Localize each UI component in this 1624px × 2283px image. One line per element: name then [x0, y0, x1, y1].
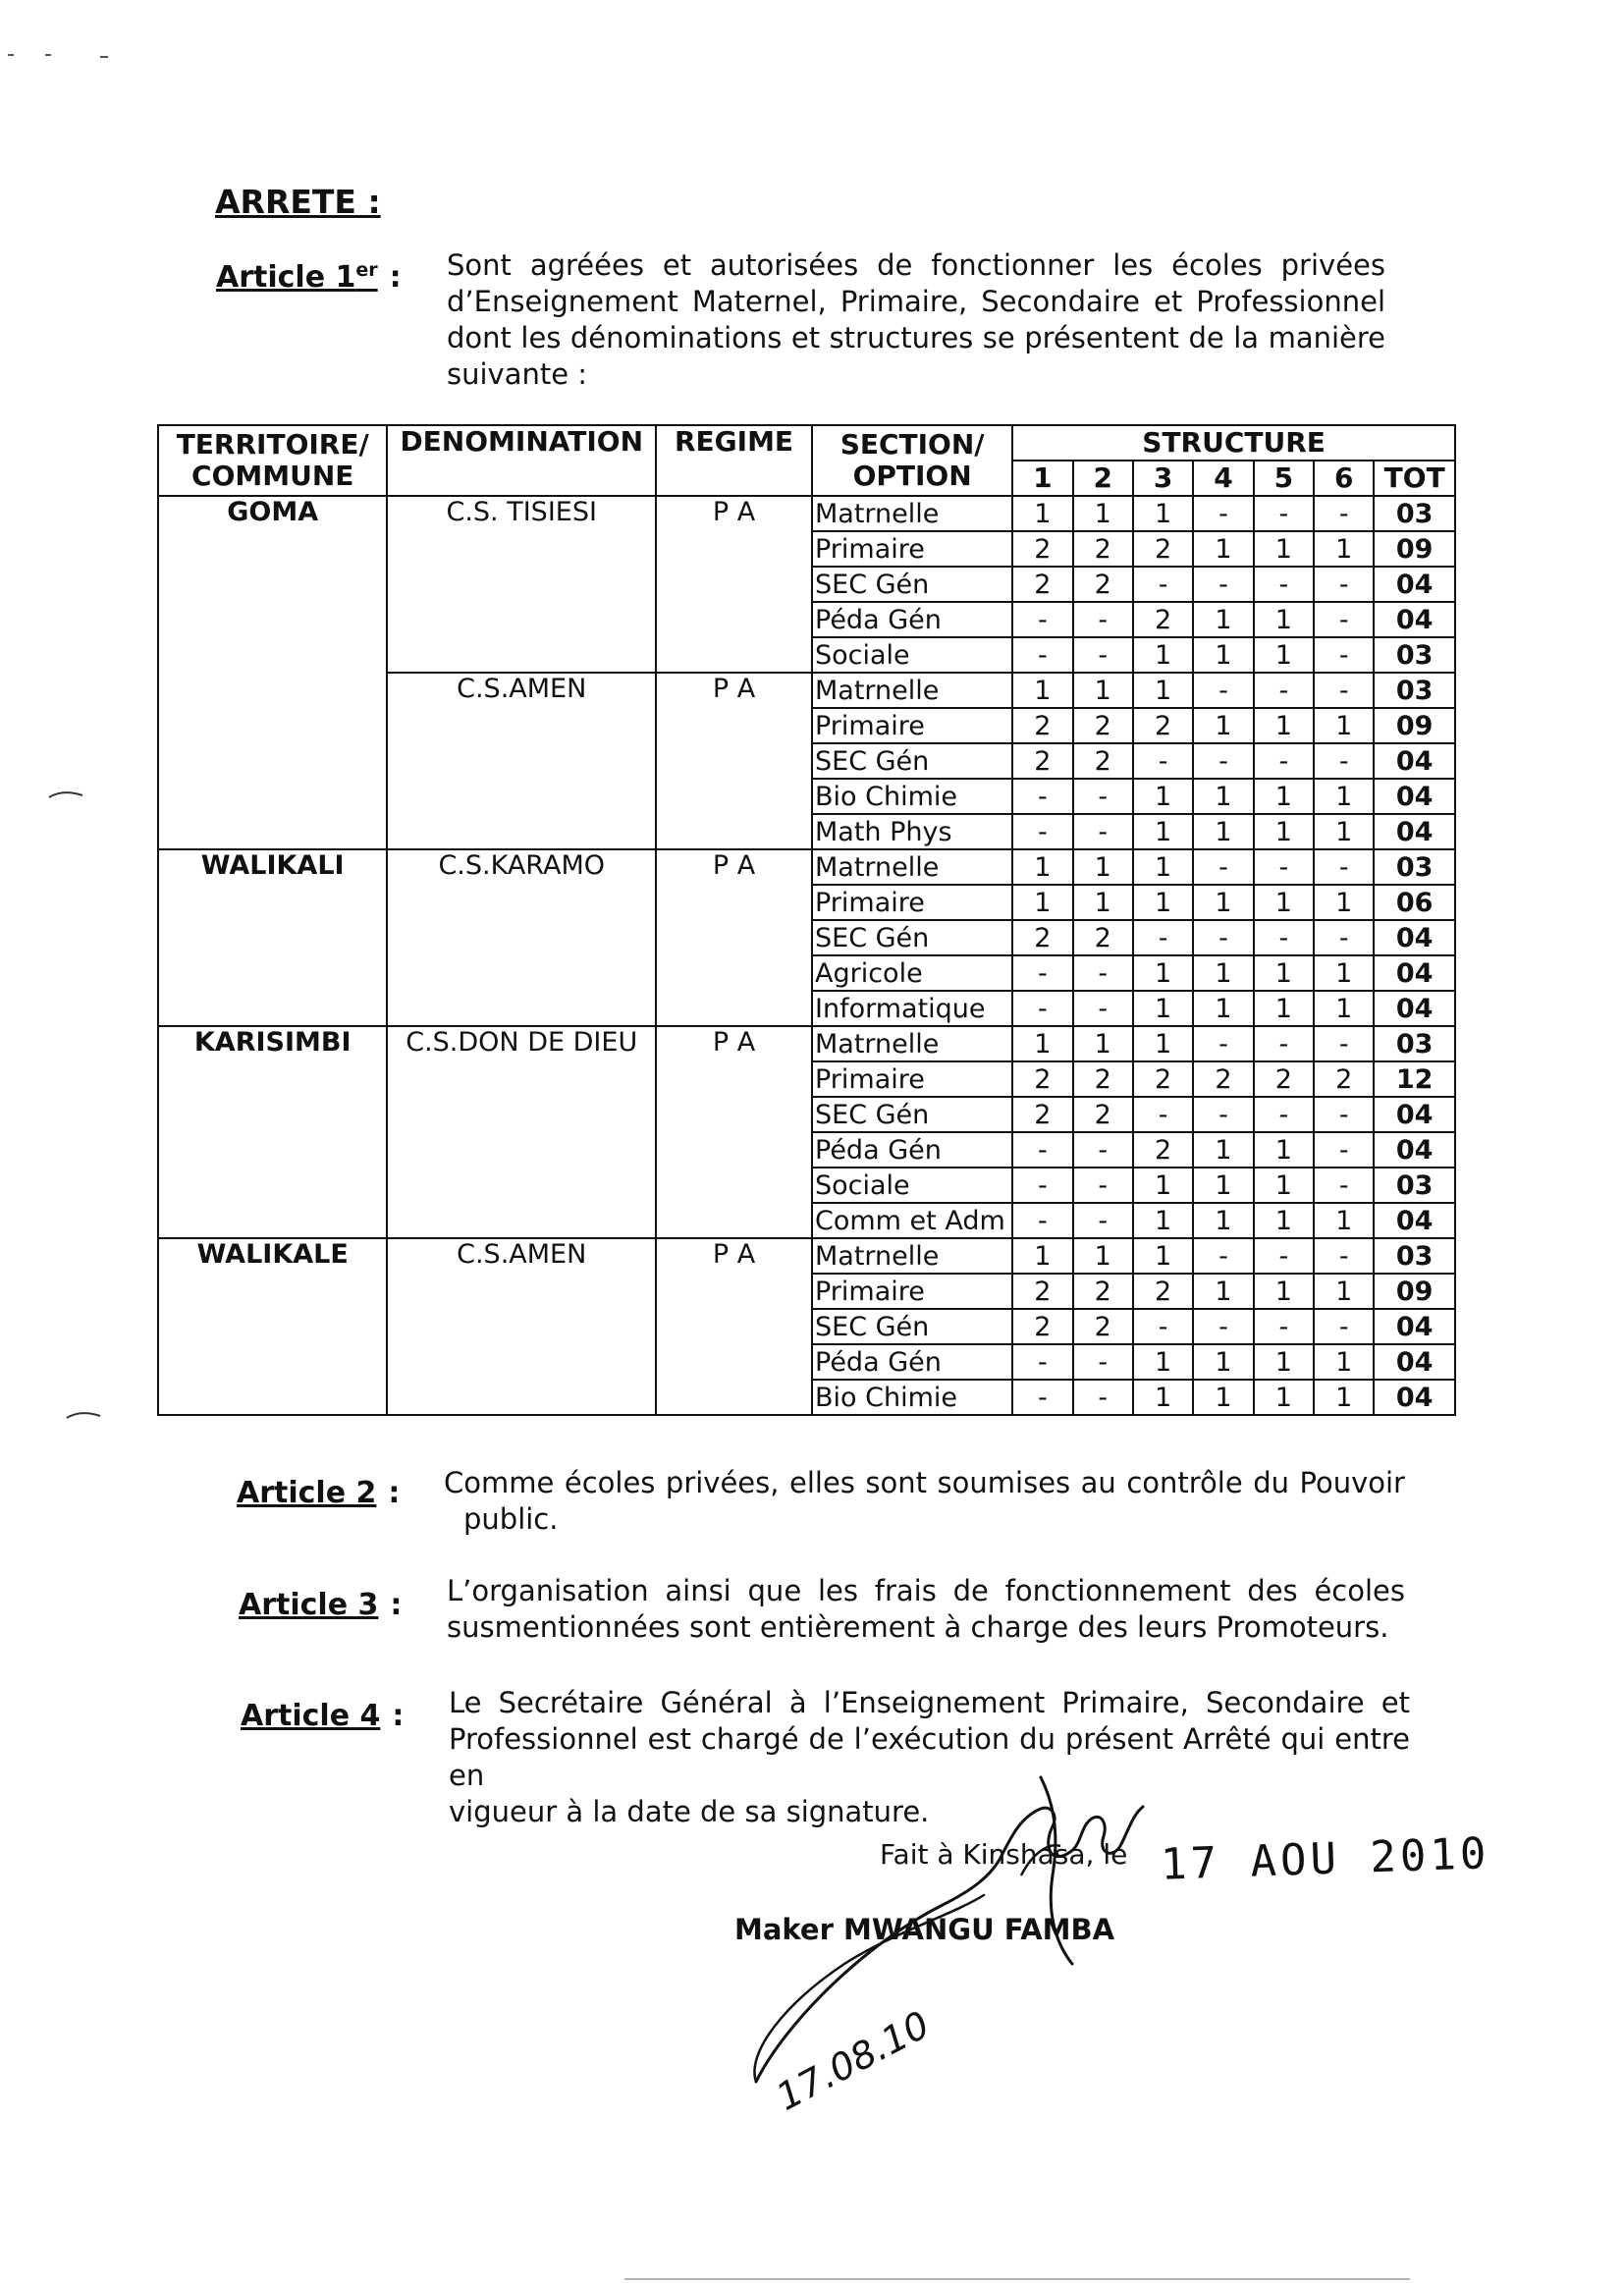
- structure-cell-year-6: -: [1314, 1238, 1374, 1274]
- structure-cell-year-3: 1: [1133, 779, 1193, 814]
- article-3-text: L’organisation ainsi que les frais de fonctionnement des écoles susmentionnées sont entièrement à charge des leurs Promoteurs.: [447, 1574, 1405, 1644]
- structure-cell-year-1: 1: [1012, 673, 1072, 708]
- structure-cell-year-4: 2: [1193, 1061, 1253, 1097]
- structure-cell-year-5: 1: [1254, 708, 1314, 743]
- structure-cell-year-5: 1: [1254, 602, 1314, 637]
- structure-cell-year-5: 1: [1254, 1168, 1314, 1203]
- structure-cell-year-1: 2: [1012, 1274, 1072, 1309]
- structure-cell-year-1: -: [1012, 779, 1072, 814]
- structure-cell-year-1: 2: [1012, 567, 1072, 602]
- structure-cell-year-3: -: [1133, 743, 1193, 779]
- section-option-cell: Matrnelle: [812, 673, 1012, 708]
- denomination-cell: C.S.AMEN: [387, 673, 656, 849]
- structure-cell-year-6: -: [1314, 1168, 1374, 1203]
- structure-cell-year-6: -: [1314, 673, 1374, 708]
- territory-cell: GOMA: [158, 496, 387, 849]
- section-option-cell: Primaire: [812, 531, 1012, 567]
- structure-cell-year-4: 1: [1193, 531, 1253, 567]
- structure-cell-year-6: -: [1314, 1026, 1374, 1061]
- structure-cell-year-2: -: [1073, 602, 1133, 637]
- structure-cell-year-5: 1: [1254, 1274, 1314, 1309]
- section-option-cell: Péda Gén: [812, 602, 1012, 637]
- structure-cell-year-6: -: [1314, 743, 1374, 779]
- header-year-6: 6: [1314, 461, 1374, 496]
- structure-cell-year-6: -: [1314, 920, 1374, 955]
- structure-cell-year-3: 2: [1133, 531, 1193, 567]
- structure-cell-year-3: 1: [1133, 1380, 1193, 1415]
- structure-cell-year-3: 1: [1133, 991, 1193, 1026]
- structure-cell-year-4: -: [1193, 920, 1253, 955]
- structure-cell-year-4: 1: [1193, 1168, 1253, 1203]
- structure-cell-year-6: -: [1314, 637, 1374, 673]
- structure-cell-year-3: -: [1133, 567, 1193, 602]
- regime-cell: P A: [656, 496, 812, 673]
- section-option-cell: Matrnelle: [812, 1026, 1012, 1061]
- article-1-label: Article 1er :: [216, 259, 402, 295]
- structure-cell-year-5: 1: [1254, 814, 1314, 849]
- structure-cell-year-2: 2: [1073, 1061, 1133, 1097]
- structure-cell-year-2: 2: [1073, 1309, 1133, 1344]
- structure-cell-year-1: -: [1012, 814, 1072, 849]
- structure-cell-year-3: 1: [1133, 955, 1193, 991]
- structure-cell-year-4: 1: [1193, 1132, 1253, 1168]
- section-option-cell: Bio Chimie: [812, 1380, 1012, 1415]
- territory-cell: WALIKALI: [158, 849, 387, 1026]
- header-denomination: DENOMINATION: [387, 425, 656, 496]
- section-option-cell: Math Phys: [812, 814, 1012, 849]
- section-option-cell: Comm et Adm: [812, 1203, 1012, 1238]
- structure-cell-year-5: 1: [1254, 1203, 1314, 1238]
- structure-cell-year-5: -: [1254, 743, 1314, 779]
- structure-cell-year-5: -: [1254, 920, 1314, 955]
- total-cell: 09: [1374, 531, 1455, 567]
- structure-cell-year-6: 1: [1314, 1344, 1374, 1380]
- structure-cell-year-4: 1: [1193, 1274, 1253, 1309]
- regime-cell: P A: [656, 1238, 812, 1415]
- table-row: [158, 849, 1455, 885]
- structure-cell-year-6: 1: [1314, 1380, 1374, 1415]
- header-year-4: 4: [1193, 461, 1253, 496]
- section-option-cell: Sociale: [812, 1168, 1012, 1203]
- structure-cell-year-1: 2: [1012, 708, 1072, 743]
- section-option-cell: SEC Gén: [812, 1309, 1012, 1344]
- structure-cell-year-6: 1: [1314, 1274, 1374, 1309]
- handwritten-date: [770, 2003, 937, 2119]
- structure-cell-year-4: 1: [1193, 885, 1253, 920]
- structure-cell-year-4: 1: [1193, 1203, 1253, 1238]
- header-territoire: TERRITOIRE/ COMMUNE: [158, 425, 387, 496]
- structure-cell-year-2: 1: [1073, 885, 1133, 920]
- structure-cell-year-2: -: [1073, 1203, 1133, 1238]
- structure-cell-year-4: -: [1193, 1026, 1253, 1061]
- structure-cell-year-6: 1: [1314, 1203, 1374, 1238]
- structure-cell-year-3: 1: [1133, 1203, 1193, 1238]
- signature-place: Fait à Kinshasa, le: [880, 1838, 1128, 1871]
- scan-mark: [6, 49, 114, 63]
- structure-cell-year-1: 2: [1012, 1061, 1072, 1097]
- structure-cell-year-2: -: [1073, 991, 1133, 1026]
- structure-cell-year-4: 1: [1193, 1344, 1253, 1380]
- structure-cell-year-6: -: [1314, 1309, 1374, 1344]
- total-cell: 03: [1374, 1168, 1455, 1203]
- scan-mark: [624, 2276, 1410, 2282]
- structure-cell-year-2: 2: [1073, 1097, 1133, 1132]
- regime-cell: P A: [656, 1026, 812, 1238]
- section-option-cell: SEC Gén: [812, 567, 1012, 602]
- signatory-name: Maker MWANGU FAMBA: [734, 1913, 1115, 1946]
- header-structure: STRUCTURE: [1012, 425, 1455, 461]
- structure-cell-year-3: 1: [1133, 1026, 1193, 1061]
- structure-cell-year-2: 1: [1073, 1026, 1133, 1061]
- structure-cell-year-5: 1: [1254, 1132, 1314, 1168]
- section-option-cell: Péda Gén: [812, 1132, 1012, 1168]
- structure-cell-year-1: -: [1012, 602, 1072, 637]
- structure-cell-year-4: 1: [1193, 991, 1253, 1026]
- table-row: [158, 1026, 1455, 1061]
- structure-cell-year-2: -: [1073, 779, 1133, 814]
- section-option-cell: Primaire: [812, 885, 1012, 920]
- structure-cell-year-5: -: [1254, 1026, 1314, 1061]
- structure-cell-year-5: 1: [1254, 885, 1314, 920]
- structure-cell-year-5: -: [1254, 1309, 1314, 1344]
- section-option-cell: Informatique: [812, 991, 1012, 1026]
- section-option-cell: Bio Chimie: [812, 779, 1012, 814]
- structure-cell-year-1: -: [1012, 1203, 1072, 1238]
- total-cell: 04: [1374, 955, 1455, 991]
- structure-cell-year-1: -: [1012, 1132, 1072, 1168]
- decree-heading: ARRETE :: [215, 183, 381, 221]
- section-option-cell: SEC Gén: [812, 920, 1012, 955]
- structure-cell-year-4: 1: [1193, 814, 1253, 849]
- total-cell: 03: [1374, 673, 1455, 708]
- structure-cell-year-2: 1: [1073, 673, 1133, 708]
- structure-cell-year-4: 1: [1193, 1380, 1253, 1415]
- structure-cell-year-2: 2: [1073, 531, 1133, 567]
- total-cell: 04: [1374, 1380, 1455, 1415]
- structure-cell-year-3: 1: [1133, 849, 1193, 885]
- structure-cell-year-5: 1: [1254, 637, 1314, 673]
- structure-cell-year-6: 1: [1314, 955, 1374, 991]
- article-4-label: Article 4 :: [241, 1699, 405, 1733]
- structure-cell-year-4: -: [1193, 1238, 1253, 1274]
- structure-cell-year-5: -: [1254, 567, 1314, 602]
- schools-structure-table: [157, 424, 1456, 1416]
- structure-cell-year-3: -: [1133, 920, 1193, 955]
- structure-cell-year-1: 2: [1012, 743, 1072, 779]
- structure-cell-year-3: 1: [1133, 673, 1193, 708]
- structure-cell-year-4: 1: [1193, 602, 1253, 637]
- article-2-text: Comme écoles privées, elles sont soumises au contrôle du Pouvoir public.: [444, 1466, 1405, 1536]
- total-cell: 03: [1374, 849, 1455, 885]
- section-option-cell: Primaire: [812, 1274, 1012, 1309]
- total-cell: 04: [1374, 602, 1455, 637]
- structure-cell-year-2: -: [1073, 1132, 1133, 1168]
- structure-cell-year-2: 1: [1073, 496, 1133, 531]
- structure-cell-year-3: 1: [1133, 1238, 1193, 1274]
- table-row: [158, 496, 1455, 531]
- structure-cell-year-3: 1: [1133, 496, 1193, 531]
- structure-cell-year-4: -: [1193, 743, 1253, 779]
- article-2-label: Article 2 :: [237, 1476, 401, 1510]
- denomination-cell: C.S.AMEN: [387, 1238, 656, 1415]
- section-option-cell: Primaire: [812, 1061, 1012, 1097]
- structure-cell-year-6: 1: [1314, 531, 1374, 567]
- total-cell: 03: [1374, 1238, 1455, 1274]
- structure-cell-year-6: -: [1314, 602, 1374, 637]
- structure-cell-year-2: 2: [1073, 743, 1133, 779]
- structure-cell-year-2: 2: [1073, 920, 1133, 955]
- structure-cell-year-4: -: [1193, 673, 1253, 708]
- structure-cell-year-5: -: [1254, 1238, 1314, 1274]
- structure-cell-year-6: 2: [1314, 1061, 1374, 1097]
- structure-cell-year-1: -: [1012, 1380, 1072, 1415]
- structure-cell-year-5: -: [1254, 496, 1314, 531]
- section-option-cell: Primaire: [812, 708, 1012, 743]
- header-regime: REGIME: [656, 425, 812, 496]
- header-year-1: 1: [1012, 461, 1072, 496]
- total-cell: 04: [1374, 1097, 1455, 1132]
- structure-cell-year-4: -: [1193, 567, 1253, 602]
- section-option-cell: Sociale: [812, 637, 1012, 673]
- structure-cell-year-6: 1: [1314, 708, 1374, 743]
- total-cell: 04: [1374, 1344, 1455, 1380]
- total-cell: 03: [1374, 496, 1455, 531]
- structure-cell-year-2: -: [1073, 637, 1133, 673]
- structure-cell-year-1: 2: [1012, 1097, 1072, 1132]
- svg-text:17.08.10: 17.08.10: [769, 2002, 937, 2119]
- date-stamp: 17 AOU 2010: [1160, 1828, 1491, 1890]
- structure-cell-year-1: 2: [1012, 920, 1072, 955]
- structure-cell-year-2: 2: [1073, 708, 1133, 743]
- header-section: SECTION/ OPTION: [812, 425, 1012, 496]
- structure-cell-year-6: 1: [1314, 991, 1374, 1026]
- structure-cell-year-2: -: [1073, 1168, 1133, 1203]
- structure-cell-year-1: -: [1012, 637, 1072, 673]
- total-cell: 09: [1374, 708, 1455, 743]
- section-option-cell: Matrnelle: [812, 496, 1012, 531]
- structure-cell-year-3: 2: [1133, 1132, 1193, 1168]
- total-cell: 04: [1374, 1309, 1455, 1344]
- structure-cell-year-6: -: [1314, 567, 1374, 602]
- structure-cell-year-5: 1: [1254, 955, 1314, 991]
- territory-cell: WALIKALE: [158, 1238, 387, 1415]
- structure-cell-year-3: 1: [1133, 1168, 1193, 1203]
- structure-cell-year-6: -: [1314, 496, 1374, 531]
- structure-cell-year-4: -: [1193, 1309, 1253, 1344]
- structure-cell-year-6: 1: [1314, 779, 1374, 814]
- structure-cell-year-3: -: [1133, 1097, 1193, 1132]
- total-cell: 12: [1374, 1061, 1455, 1097]
- total-cell: 04: [1374, 567, 1455, 602]
- structure-cell-year-6: 1: [1314, 814, 1374, 849]
- structure-cell-year-4: -: [1193, 1097, 1253, 1132]
- structure-cell-year-2: 1: [1073, 849, 1133, 885]
- total-cell: 04: [1374, 814, 1455, 849]
- structure-cell-year-4: -: [1193, 496, 1253, 531]
- structure-cell-year-6: -: [1314, 1132, 1374, 1168]
- total-cell: 04: [1374, 743, 1455, 779]
- scan-mark: [47, 786, 86, 805]
- structure-cell-year-5: 1: [1254, 1344, 1314, 1380]
- table-body: [158, 496, 1455, 1415]
- structure-cell-year-1: 1: [1012, 849, 1072, 885]
- structure-cell-year-1: -: [1012, 1344, 1072, 1380]
- structure-cell-year-1: 2: [1012, 531, 1072, 567]
- structure-cell-year-5: -: [1254, 1097, 1314, 1132]
- structure-cell-year-6: -: [1314, 849, 1374, 885]
- structure-cell-year-3: 1: [1133, 637, 1193, 673]
- total-cell: 06: [1374, 885, 1455, 920]
- structure-cell-year-4: 1: [1193, 637, 1253, 673]
- structure-cell-year-2: -: [1073, 1344, 1133, 1380]
- regime-cell: P A: [656, 673, 812, 849]
- structure-cell-year-2: -: [1073, 1380, 1133, 1415]
- regime-cell: P A: [656, 849, 812, 1026]
- article-4-text: Le Secrétaire Général à l’Enseignement Primaire, Secondaire et Professionnel est chargé de l’exécution du présent Arrêté qui entre en vigueur à la date de sa signature.: [449, 1686, 1410, 1828]
- structure-cell-year-4: 1: [1193, 955, 1253, 991]
- structure-cell-year-5: 1: [1254, 779, 1314, 814]
- structure-cell-year-3: 2: [1133, 602, 1193, 637]
- total-cell: 03: [1374, 637, 1455, 673]
- structure-cell-year-4: 1: [1193, 779, 1253, 814]
- structure-cell-year-5: 1: [1254, 531, 1314, 567]
- structure-cell-year-4: 1: [1193, 708, 1253, 743]
- total-cell: 03: [1374, 1026, 1455, 1061]
- section-option-cell: Matrnelle: [812, 1238, 1012, 1274]
- structure-cell-year-2: 1: [1073, 1238, 1133, 1274]
- structure-cell-year-3: 1: [1133, 885, 1193, 920]
- total-cell: 04: [1374, 991, 1455, 1026]
- total-cell: 04: [1374, 1203, 1455, 1238]
- structure-cell-year-2: 2: [1073, 1274, 1133, 1309]
- header-tot: TOT: [1374, 461, 1455, 496]
- structure-cell-year-6: 1: [1314, 885, 1374, 920]
- structure-cell-year-5: -: [1254, 673, 1314, 708]
- total-cell: 04: [1374, 779, 1455, 814]
- header-year-3: 3: [1133, 461, 1193, 496]
- article-3-label: Article 3 :: [239, 1588, 403, 1622]
- handwritten-signature: [727, 1758, 1178, 2131]
- structure-cell-year-3: 1: [1133, 814, 1193, 849]
- structure-cell-year-3: 2: [1133, 708, 1193, 743]
- denomination-cell: C.S. TISIESI: [387, 496, 656, 673]
- structure-cell-year-1: 1: [1012, 1238, 1072, 1274]
- denomination-cell: C.S.DON DE DIEU: [387, 1026, 656, 1238]
- structure-cell-year-3: 2: [1133, 1274, 1193, 1309]
- structure-cell-year-1: -: [1012, 955, 1072, 991]
- structure-cell-year-2: 2: [1073, 567, 1133, 602]
- structure-cell-year-3: -: [1133, 1309, 1193, 1344]
- structure-cell-year-3: 1: [1133, 1344, 1193, 1380]
- denomination-cell: C.S.KARAMO: [387, 849, 656, 1026]
- structure-cell-year-1: -: [1012, 1168, 1072, 1203]
- structure-cell-year-4: -: [1193, 849, 1253, 885]
- structure-cell-year-1: 1: [1012, 496, 1072, 531]
- structure-cell-year-5: -: [1254, 849, 1314, 885]
- structure-cell-year-2: -: [1073, 955, 1133, 991]
- structure-cell-year-1: 2: [1012, 1309, 1072, 1344]
- territory-cell: KARISIMBI: [158, 1026, 387, 1238]
- total-cell: 04: [1374, 920, 1455, 955]
- structure-cell-year-1: -: [1012, 991, 1072, 1026]
- structure-cell-year-5: 2: [1254, 1061, 1314, 1097]
- table-row: [158, 1238, 1455, 1274]
- structure-cell-year-6: -: [1314, 1097, 1374, 1132]
- scan-mark: [65, 1406, 104, 1426]
- header-year-2: 2: [1073, 461, 1133, 496]
- section-option-cell: SEC Gén: [812, 1097, 1012, 1132]
- structure-cell-year-1: 1: [1012, 885, 1072, 920]
- section-option-cell: Matrnelle: [812, 849, 1012, 885]
- section-option-cell: Péda Gén: [812, 1344, 1012, 1380]
- section-option-cell: Agricole: [812, 955, 1012, 991]
- total-cell: 04: [1374, 1132, 1455, 1168]
- total-cell: 09: [1374, 1274, 1455, 1309]
- structure-cell-year-1: 1: [1012, 1026, 1072, 1061]
- structure-cell-year-5: 1: [1254, 1380, 1314, 1415]
- header-year-5: 5: [1254, 461, 1314, 496]
- structure-cell-year-2: -: [1073, 814, 1133, 849]
- structure-cell-year-3: 2: [1133, 1061, 1193, 1097]
- article-1-text: Sont agréées et autorisées de fonctionner les écoles privées d’Enseignement Maternel, Primaire, Secondaire et Professionnel dont les dénominations et structures se présentent de la manière suivante :: [447, 248, 1385, 391]
- section-option-cell: SEC Gén: [812, 743, 1012, 779]
- structure-cell-year-5: 1: [1254, 991, 1314, 1026]
